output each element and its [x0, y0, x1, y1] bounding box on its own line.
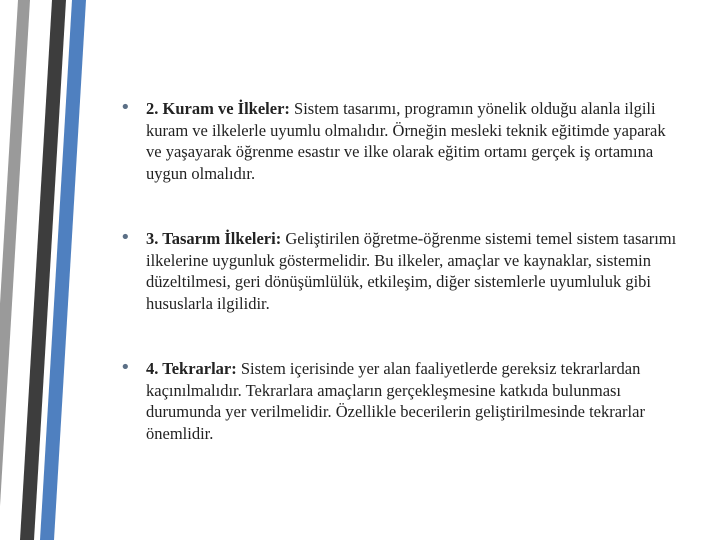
bullet-icon: • — [120, 227, 131, 248]
bullet-text — [146, 98, 680, 184]
bullet-icon: • — [120, 97, 131, 118]
bullet-heading: 4. Tekrarlar: — [146, 359, 237, 378]
bullet-body: Sistem içerisinde yer alan faaliyetlerde gereksiz tekrarlardan kaçınılmalıdır. Tekrarlara amaçların gerçekleşmesine katkıda bulunması durumunda yer verilmelidir. Özellikle becerilerin geliştirilmesinde tekrarlar önemlidir. — [146, 359, 645, 443]
bullet-text — [146, 358, 680, 444]
bullet-item-tekrarlar — [120, 358, 680, 444]
bullet-heading: 2. Kuram ve İlkeler: — [146, 99, 290, 118]
bullet-item-kuram-ilkeler — [120, 98, 680, 184]
bullet-body: Sistem tasarımı, programın yönelik olduğu alanla ilgili kuram ve ilkelerle uyumlu olmalıdır. Örneğin mesleki teknik eğitimde yaparak ve yaşayarak öğrenme esastır ve ilke olarak eğitim ortamı gerçek iş ortamına uygun olmalıdır. — [146, 99, 666, 183]
bullet-body: Geliştirilen öğretme-öğrenme sistemi temel sistem tasarımı ilkelerine uygunluk göstermelidir. Bu ilkeler, amaçlar ve kaynaklar, sistemin düzeltilmesi, geri dönüşümlülük, etkileşim, diğer sistemlerle uyumluluk gibi hususlarla ilgilidir. — [146, 229, 677, 313]
bullet-list — [120, 98, 680, 488]
bullet-icon: • — [120, 357, 131, 378]
bullet-heading: 3. Tasarım İlkeleri: — [146, 229, 282, 248]
bullet-item-tasarim-ilkeleri — [120, 228, 680, 314]
bullet-text — [146, 228, 680, 314]
